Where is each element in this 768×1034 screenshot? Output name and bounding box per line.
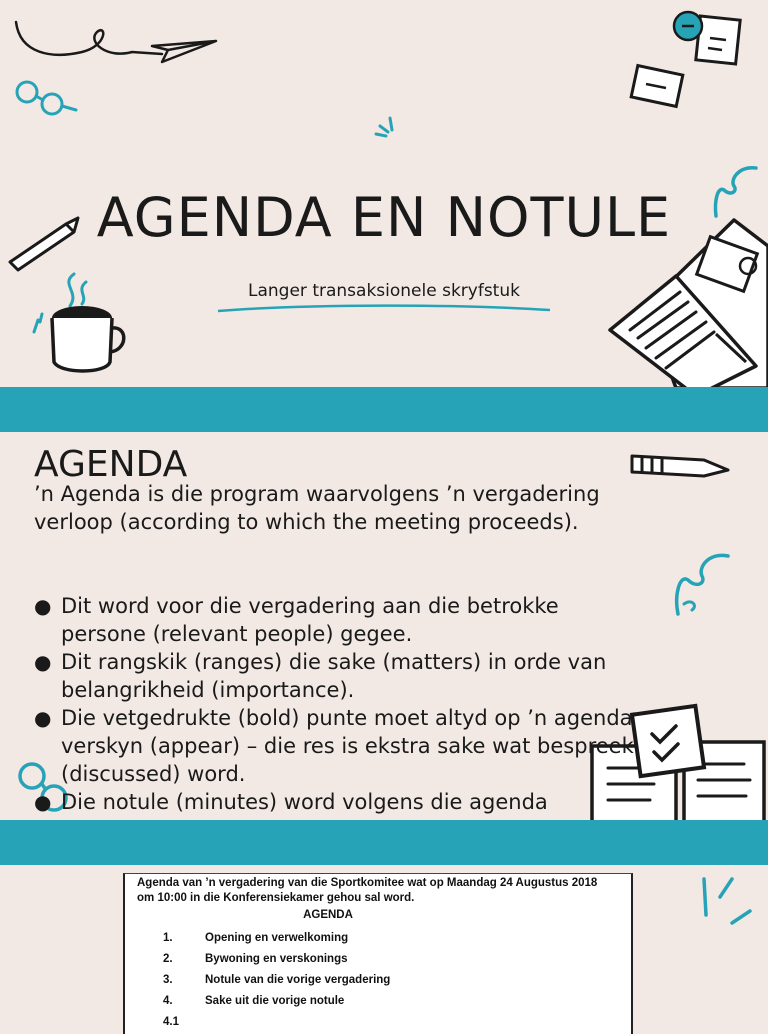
agenda-item-number: 2. xyxy=(163,953,173,965)
list-item: ● Dit word voor die vergadering aan die betrokke persone (relevant people) gegee. xyxy=(34,592,634,648)
paper-plane-icon xyxy=(150,36,220,66)
teal-divider xyxy=(0,820,768,865)
list-item: ● Die vetgedrukte (bold) punte moet altyd op ’n agenda verskyn (appear) – die res is ekstra sake wat bespreek (discussed) word. xyxy=(34,704,634,788)
agenda-item-number: 1. xyxy=(163,932,173,944)
agenda-item xyxy=(163,974,390,986)
list-item: ● Dit rangskik (ranges) die sake (matters) in orde van belangrikheid (importance). xyxy=(34,648,634,704)
bullet-list xyxy=(34,592,634,844)
agenda-item xyxy=(163,953,348,965)
agenda-intro: ’n Agenda is die program waarvolgens ’n vergadering verloop (according to which the meeting proceeds). xyxy=(34,482,600,534)
agenda-item-number: 3. xyxy=(163,974,173,986)
marker-icon xyxy=(628,448,732,480)
slide-subtitle: Langer transaksionele skryfstuk xyxy=(248,281,520,301)
list-item: ● Die notule (minutes) word volgens die agenda xyxy=(34,788,634,844)
title-slide xyxy=(0,0,768,387)
slide-title: AGENDA EN NOTULE xyxy=(96,186,672,249)
document-title: AGENDA xyxy=(303,909,353,921)
laptop-notebook-icon xyxy=(606,216,768,388)
agenda-slide xyxy=(0,432,768,820)
coffee-mug-icon xyxy=(30,270,126,378)
agenda-item-text: Opening en verwelkoming xyxy=(205,932,349,944)
agenda-item-number: 4.1 xyxy=(163,1016,179,1028)
glasses-icon xyxy=(12,76,82,121)
teal-divider xyxy=(0,387,768,432)
sample-agenda-document xyxy=(123,873,633,1034)
agenda-heading: AGENDA xyxy=(34,444,188,485)
document-header: Agenda van ’n vergadering van die Sportkomitee wat op Maandag 24 Augustus 2018 om 10:00 in die Konferensiekamer gehou sal word. xyxy=(137,877,598,904)
agenda-item-text: Notule van die vorige vergadering xyxy=(205,974,391,986)
sticky-notes-icon xyxy=(626,8,746,116)
sparkle-icon xyxy=(696,875,756,929)
subtitle-underline xyxy=(216,302,552,316)
agenda-item-text: Bywoning en verskonings xyxy=(205,953,348,965)
agenda-item xyxy=(163,932,348,944)
swirl-icon xyxy=(668,550,732,620)
pencil-icon xyxy=(6,214,86,274)
agenda-item xyxy=(163,995,344,1007)
sparkle-icon xyxy=(372,114,402,140)
agenda-item xyxy=(163,1016,205,1028)
agenda-item-number: 4. xyxy=(163,995,173,1007)
agenda-item-text: Sake uit die vorige notule xyxy=(205,995,345,1007)
